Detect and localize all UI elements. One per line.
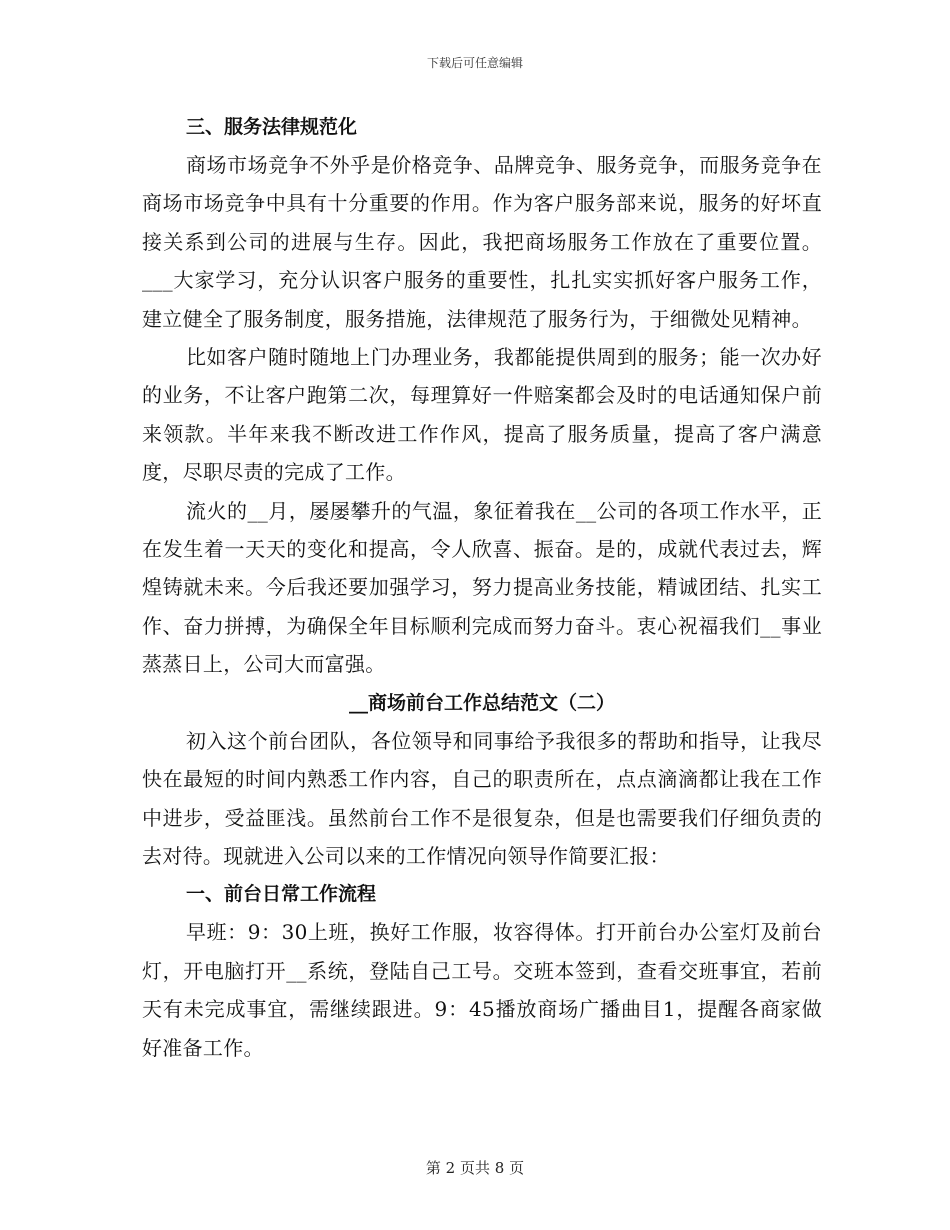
section-heading-daily-workflow: 一、前台日常工作流程	[186, 883, 377, 906]
paragraph-customer-example: 比如客户随时随地上门办理业务，我都能提供周到的服务；能一次办好的业务，不让客户跑第二次，每理算好一件赔案都会及时的电话通知保户前来领款。半年来我不断改进工作作风，提高了服务质量，提高了客户满意度，尽职尽责的完成了工作。	[142, 345, 822, 485]
paragraph-introduction: 初入这个前台团队，各位领导和同事给予我很多的帮助和指导，让我尽快在最短的时间内熟悉工作内容，自己的职责所在，点点滴滴都让我在工作中进步，受益匪浅。虽然前台工作不是很复杂，但是也需要我们仔细负责的去对待。现就进入公司以来的工作情况向领导作简要汇报：	[142, 728, 822, 868]
document-title-part2: __商场前台工作总结范文（二）	[348, 691, 615, 714]
paragraph-morning-shift: 早班：9：30上班，换好工作服，妆容得体。打开前台办公室灯及前台灯，开电脑打开__系统，登陆自己工号。交班本签到，查看交班事宜，若前天有未完成事宜，需继续跟进。9：45播放商场广播曲目1，提醒各商家做好准备工作。	[142, 920, 822, 1060]
section-heading-service: 三、服务法律规范化	[186, 116, 358, 138]
paragraph-service-competition: 商场市场竞争不外乎是价格竞争、品牌竞争、服务竞争，而服务竞争在商场市场竞争中具有十分重要的作用。作为客户服务部来说，服务的好坏直接关系到公司的进展与生存。因此，我把商场服务工作放在了重要位置。___大家学习，充分认识客户服务的重要性，扎扎实实抓好客户服务工作，建立健全了服务制度，服务措施，法律规范了服务行为，于细微处见精神。	[142, 153, 822, 331]
page-header: 下载后可任意编辑	[426, 56, 523, 70]
paragraph-closing: 流火的__月，屡屡攀升的气温，象征着我在__公司的各项工作水平，正在发生着一天天的变化和提高，令人欣喜、振奋。是的，成就代表过去，辉煌铸就未来。今后我还要加强学习，努力提高业务技能，精诚团结、扎实工作、奋力拼搏，为确保全年目标顺利完成而努力奋斗。衷心祝福我们__事业蒸蒸日上，公司大而富强。	[142, 498, 822, 677]
document-body	[142, 108, 822, 1067]
page-footer: 第 2 页共 8 页	[425, 1159, 525, 1177]
